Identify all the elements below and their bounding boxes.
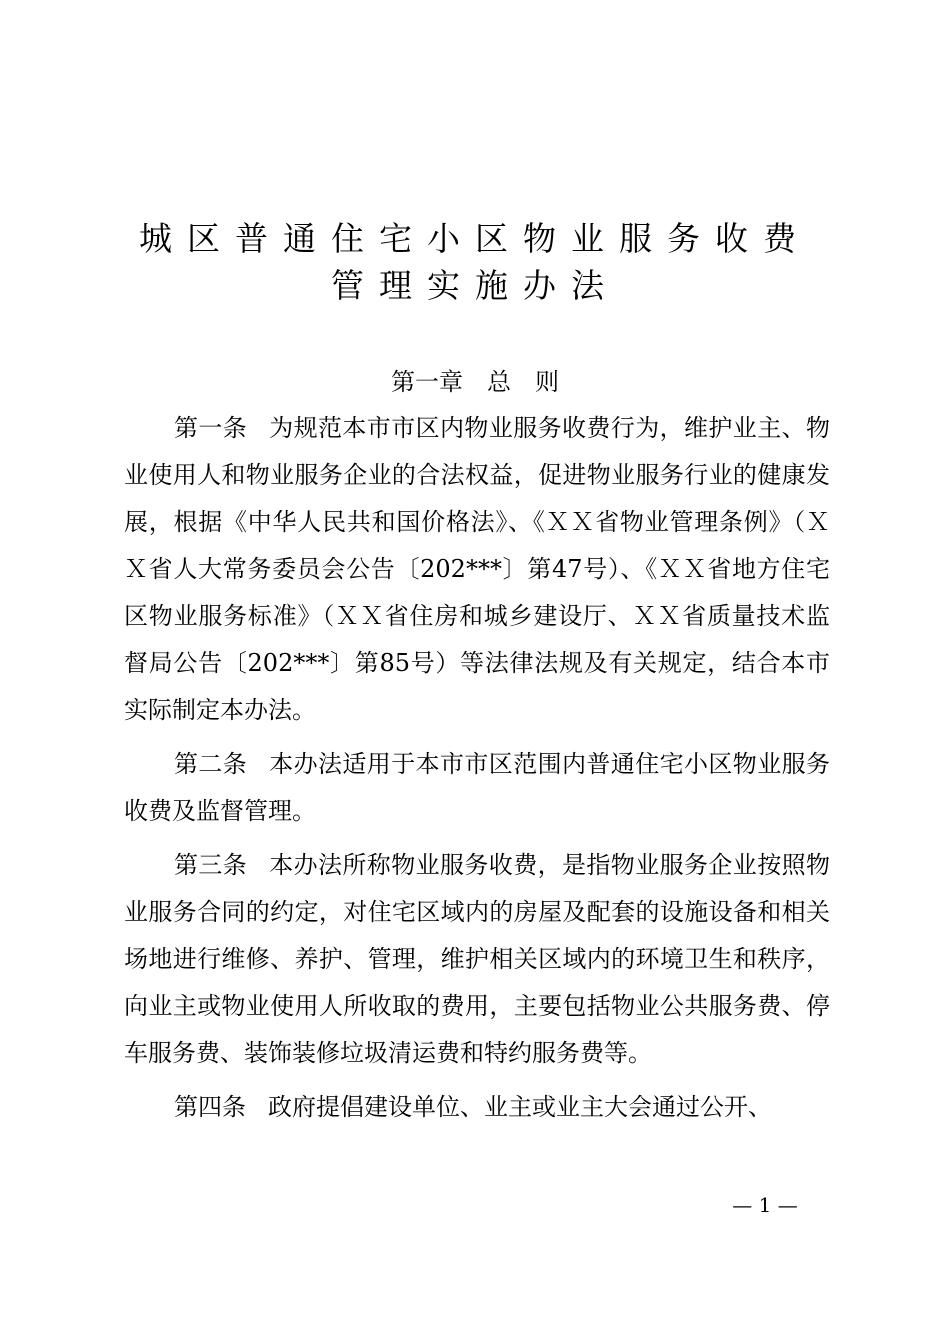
article-2-label: 第二条 [174, 750, 248, 778]
article-2 [124, 741, 830, 835]
article-1-text: 为规范本市市区内物业服务收费行为，维护业主、物业使用人和物业服务企业的合法权益，促进物业服务行业的健康发展，根据《中华人民共和国价格法》、《ＸＸ省物业管理条例》（ＸＸ省人大常务委员会公告〔202***〕第47号）、《ＸＸ省地方住宅区物业服务标准》（ＸＸ省住房和城乡建设厅、ＸＸ省质量技术监督局公告〔202***〕第85号）等法律法规及有关规定，结合本市实际制定本办法。 [124, 414, 831, 724]
article-4-text: 政府提倡建设单位、业主或业主大会通过公开、 [268, 1093, 772, 1121]
chapter-heading: 第一章 总 则 [391, 368, 559, 396]
article-3-text: 本办法所称物业服务收费，是指物业服务企业按照物业服务合同的约定，对住宅区域内的房屋及配套的设施设备和相关场地进行维修、养护、管理，维护相关区域内的环境卫生和秩序，向业主或物业使用人所收取的费用，主要包括物业公共服务费、停车服务费、装饰装修垃圾清运费和特约服务费等。 [124, 851, 831, 1067]
page-number: — 1 — [732, 1193, 798, 1217]
article-3-label: 第三条 [174, 851, 248, 879]
article-1-label: 第一条 [174, 414, 248, 442]
article-1 [124, 405, 830, 734]
document-title-line-1: 城区普通住宅小区物业服务收费 [139, 219, 811, 258]
article-2-text: 本办法适用于本市市区范围内普通住宅小区物业服务收费及监督管理。 [124, 750, 831, 825]
article-4 [124, 1084, 830, 1131]
document-title-line-2: 管理实施办法 [331, 266, 619, 305]
document-body [124, 405, 830, 1138]
article-3 [124, 842, 830, 1077]
article-4-label: 第四条 [174, 1093, 246, 1121]
